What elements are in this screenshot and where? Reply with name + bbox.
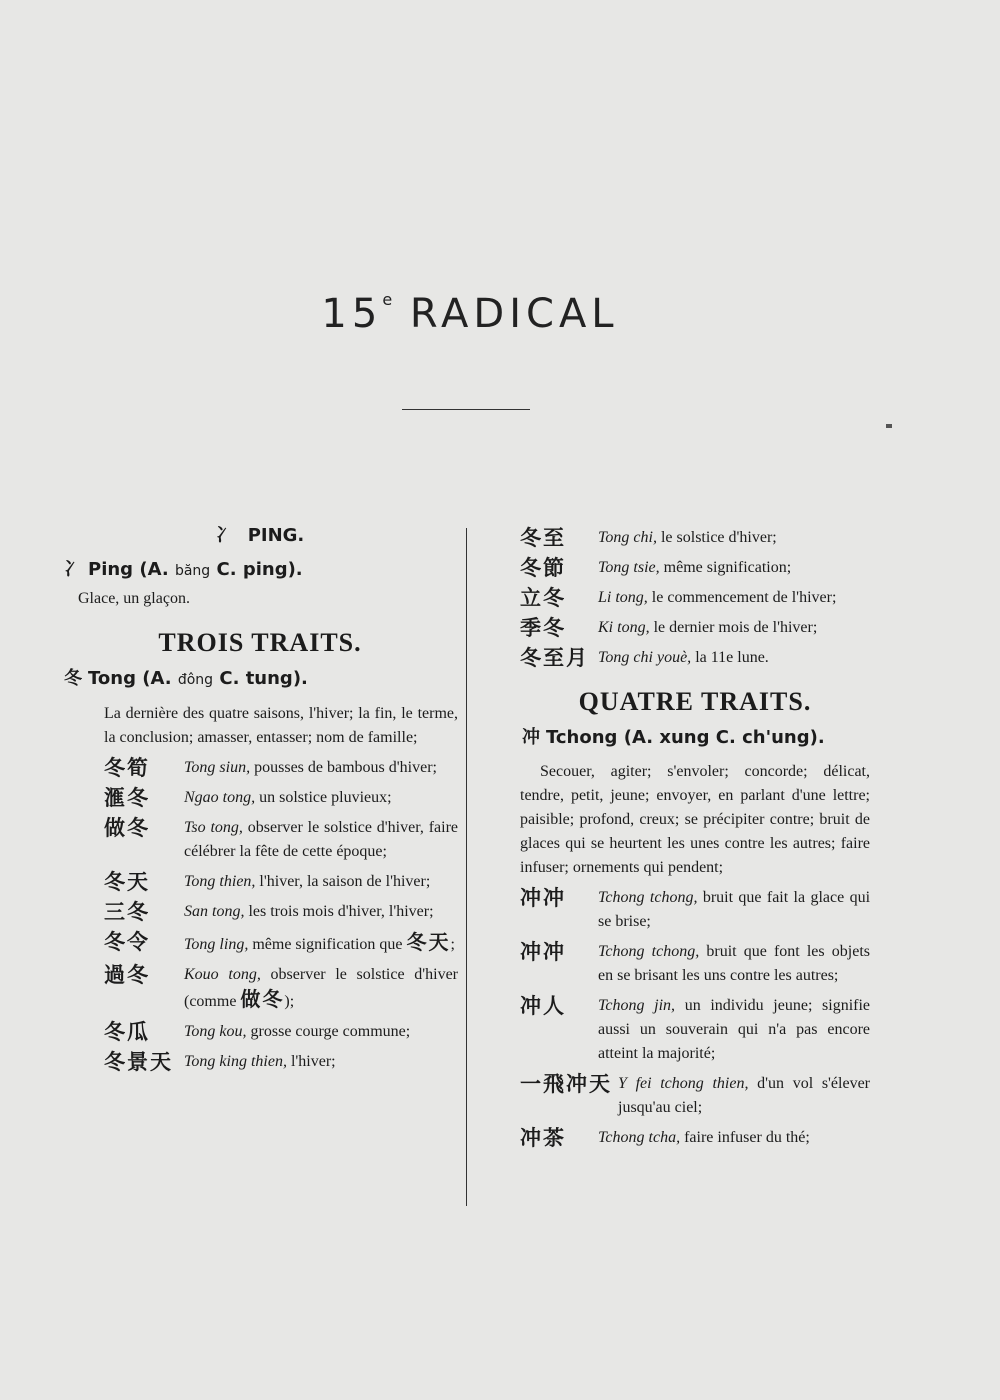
title-number: 15 xyxy=(321,291,383,337)
example-chinese: 冬瓜 xyxy=(104,1020,150,1044)
example-meaning: d'un vol s'élever jusqu'au ciel; xyxy=(618,1075,871,1116)
example-romanization: Tong chi, xyxy=(598,529,657,546)
example-reference-chinese: 冬天 xyxy=(406,930,451,954)
example-chinese: 冬至月 xyxy=(520,646,589,670)
entry-glyph: 冬 xyxy=(64,668,82,689)
example-romanization: Tong tsie, xyxy=(598,559,660,576)
example-meaning: grosse courge commune; xyxy=(250,1023,411,1040)
example-entry xyxy=(520,526,870,550)
example-meaning: même signification que xyxy=(252,936,403,953)
example-meaning: l'hiver, la saison de l'hiver; xyxy=(259,873,431,890)
annamese-reading: đông xyxy=(177,672,214,688)
example-romanization: Tong ling, xyxy=(184,936,249,953)
cantonese-reading: ping). xyxy=(242,559,303,580)
example-meaning: observer le solstice d'hiver (comme xyxy=(184,966,459,1010)
example-meaning: même signification; xyxy=(663,559,792,576)
radical-heading xyxy=(62,524,458,548)
cantonese-reading: tung). xyxy=(245,668,308,689)
entry-ping-definition: Glace, un glaçon. xyxy=(78,590,190,607)
entry-tong-definition: La dernière des quatre saisons, l'hiver; la fin, le terme, la conclusion; amasser, entasser; nom de famille; xyxy=(104,705,458,746)
example-meaning: bruit que font les objets en se brisant les uns contre les autres; xyxy=(598,943,870,984)
example-meaning: le dernier mois de l'hiver; xyxy=(653,619,818,636)
example-entry xyxy=(520,1126,870,1150)
example-romanization: Tchong tcha, xyxy=(598,1129,681,1146)
example-entry xyxy=(104,1050,458,1074)
radical-glyph: 冫 xyxy=(215,525,234,546)
example-entry xyxy=(104,870,458,894)
example-entry xyxy=(520,940,870,988)
example-chinese: 一飛冲天 xyxy=(520,1072,612,1096)
example-reference-chinese: 做冬 xyxy=(240,987,285,1011)
right-column xyxy=(520,520,870,1156)
annamese-reading: xung xyxy=(659,727,710,748)
annamese-reading: băng xyxy=(174,563,211,579)
example-chinese: 三冬 xyxy=(104,900,150,924)
example-meaning: le commencement de l'hiver; xyxy=(651,589,837,606)
annamese-abbr: (A. xyxy=(623,727,654,748)
example-entry xyxy=(104,786,458,810)
annamese-abbr: (A. xyxy=(142,668,172,689)
example-chinese: 立冬 xyxy=(520,586,566,610)
example-romanization: Ki tong, xyxy=(598,619,650,636)
example-romanization: Tong thien, xyxy=(184,873,256,890)
example-chinese: 冬至 xyxy=(520,526,566,550)
example-romanization: Tchong tchong, xyxy=(598,943,700,960)
title-superscript: e xyxy=(382,290,393,309)
example-chinese: 冬令 xyxy=(104,930,150,954)
example-entry xyxy=(520,1072,870,1120)
entry-tchong-definition: Secouer, agiter; s'envoler; concorde; délicat, tendre, petit, jeune; envoyer, en parlant d'une lettre; paisible; profond, creux; se précipiter contre; bruit de glaces qui se heurtent les unes contre les autres; faire infuser; ornements qui pendent; xyxy=(520,763,870,876)
entry-word: Ping xyxy=(88,559,134,580)
example-meaning: le solstice d'hiver; xyxy=(660,529,777,546)
column-divider xyxy=(466,528,467,1206)
entry-tong-heading xyxy=(64,667,458,692)
example-chinese: 冬筍 xyxy=(104,756,150,780)
entry-tchong-heading xyxy=(522,726,870,750)
entry-word: Tchong xyxy=(546,727,618,748)
example-romanization: Ngao tong, xyxy=(184,789,256,806)
entry-glyph: 冲 xyxy=(522,727,540,748)
example-chinese: 冲冲 xyxy=(520,940,566,964)
example-entry xyxy=(104,963,458,1014)
example-entry xyxy=(104,1020,458,1044)
cantonese-abbr: C. xyxy=(219,668,240,689)
left-column xyxy=(62,520,458,1080)
example-entry xyxy=(520,646,870,670)
cantonese-reading: ch'ung). xyxy=(742,727,825,748)
title-word: RADICAL xyxy=(409,291,619,337)
example-chinese: 做冬 xyxy=(104,816,150,840)
example-chinese: 冲人 xyxy=(520,994,566,1018)
example-chinese: 滙冬 xyxy=(104,786,150,810)
entry-word: Tong xyxy=(88,668,136,689)
example-romanization: Tchong tchong, xyxy=(598,889,698,906)
example-chinese: 冲冲 xyxy=(520,886,566,910)
example-romanization: San tong, xyxy=(184,903,245,920)
example-meaning: pousses de bambous d'hiver; xyxy=(254,759,437,776)
cantonese-abbr: C. xyxy=(715,727,736,748)
title-rule xyxy=(402,409,530,410)
example-meaning: observer le solstice d'hiver, faire célébrer la fête de cette époque; xyxy=(184,819,459,860)
example-entry xyxy=(520,886,870,934)
example-entry xyxy=(104,756,458,780)
example-romanization: Tchong jin, xyxy=(598,997,676,1014)
example-entry xyxy=(520,556,870,580)
example-romanization: Tong king thien, xyxy=(184,1053,287,1070)
example-romanization: Y fei tchong thien, xyxy=(618,1075,749,1092)
example-romanization: Li tong, xyxy=(598,589,648,606)
example-romanization: Tong kou, xyxy=(184,1023,247,1040)
example-meaning: un individu jeune; signifie aussi un souverain qui n'a pas encore atteint la majorité; xyxy=(598,997,871,1062)
example-entry xyxy=(104,930,458,957)
section-heading-trois-traits: TROIS TRAITS. xyxy=(158,628,362,657)
example-meaning: la 11e lune. xyxy=(695,649,769,666)
entry-glyph: 冫 xyxy=(64,559,82,580)
entry-ping-heading xyxy=(64,558,458,583)
example-entry xyxy=(520,616,870,640)
section-heading-quatre-traits: QUATRE TRAITS. xyxy=(578,687,812,716)
example-entry xyxy=(104,816,458,864)
example-meaning: un solstice pluvieux; xyxy=(259,789,392,806)
example-chinese: 過冬 xyxy=(104,963,150,987)
example-meaning: bruit que fait la glace qui se brise; xyxy=(598,889,871,930)
example-romanization: Kouo tong, xyxy=(184,966,261,983)
example-meaning: les trois mois d'hiver, l'hiver; xyxy=(248,903,434,920)
annamese-abbr: (A. xyxy=(139,559,169,580)
example-meaning: l'hiver; xyxy=(290,1053,336,1070)
example-chinese: 冬天 xyxy=(104,870,150,894)
example-chinese: 冲茶 xyxy=(520,1126,566,1150)
example-entry xyxy=(104,900,458,924)
radical-label: PING. xyxy=(247,525,305,546)
example-chinese: 冬景天 xyxy=(104,1050,173,1074)
example-chinese: 冬節 xyxy=(520,556,566,580)
example-meaning: faire infuser du thé; xyxy=(684,1129,810,1146)
example-entry xyxy=(520,994,870,1066)
page-title xyxy=(0,290,940,337)
ink-speck xyxy=(886,424,892,428)
example-romanization: Tong siun, xyxy=(184,759,251,776)
example-entry xyxy=(520,586,870,610)
example-chinese: 季冬 xyxy=(520,616,566,640)
example-tail: ); xyxy=(284,993,295,1010)
example-tail: ; xyxy=(450,936,455,953)
example-romanization: Tso tong, xyxy=(184,819,243,836)
cantonese-abbr: C. xyxy=(216,559,237,580)
example-romanization: Tong chi youè, xyxy=(598,649,692,666)
